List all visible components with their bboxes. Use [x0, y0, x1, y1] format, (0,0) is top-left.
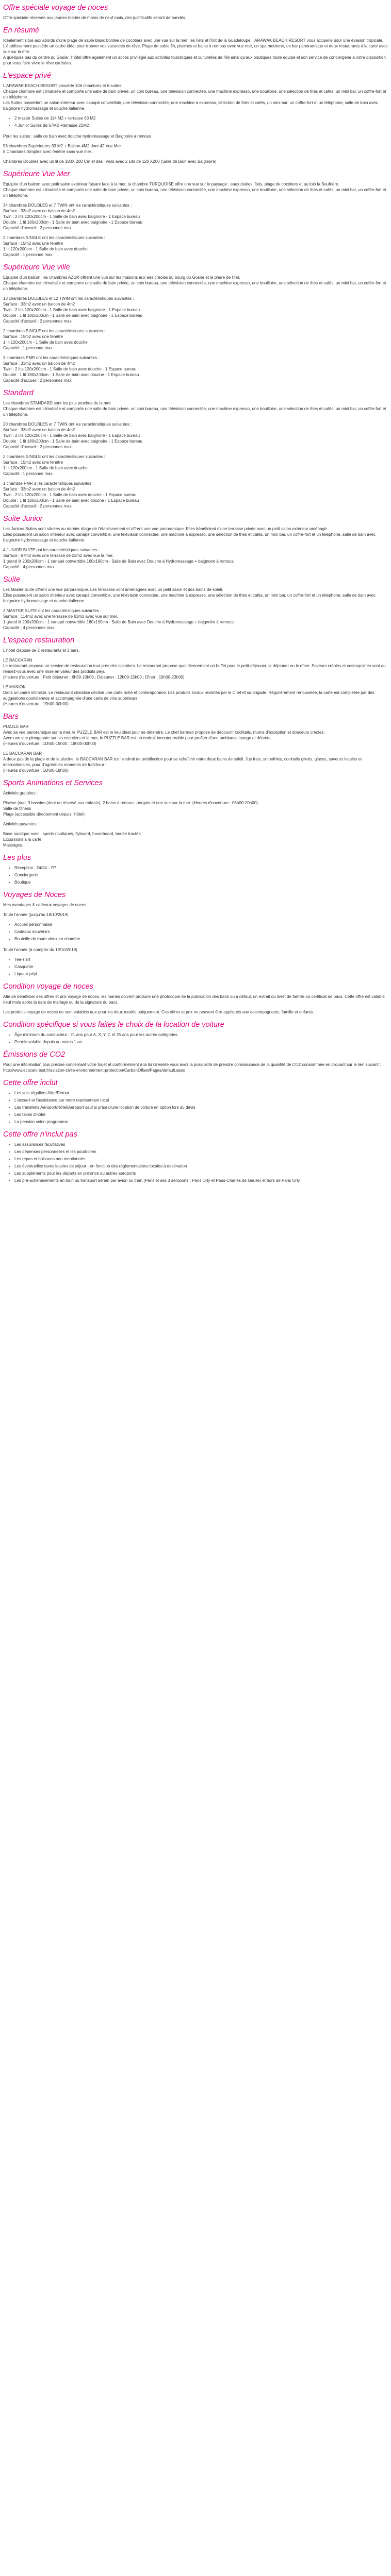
text-line: Double : 1 lit 180x200cm - 1 Salle de bain avec douche - 1 Espace bureau [3, 372, 139, 377]
text-line: Base nautique avec : sports nautiques, flyboard, hoverboard, bouée tractée. [3, 832, 142, 836]
text-line: 1 lit 120x200cm - 1 Salle de bain avec douche [3, 247, 88, 251]
text-line: L'hôtel dispose de 2 restaurants et 2 bars. [3, 648, 80, 653]
text-line: 8 Chambres Simples avec fenêtre sans vue mer . [3, 149, 94, 154]
text-line: 3 chambres PMR ont les caractéristiques suivantes : [3, 355, 100, 360]
text-line: Avec une vue plongeante sur les cocotiers et la mer, le PUZZLE BAR est un endroit incontournable pour profiter d'une ambiance lounge et détente. [3, 736, 272, 740]
text-line: L'ARAWAK BEACH RESORT possède 106 chambres et 6 suites. [3, 83, 123, 88]
text-line: Chambres Doubles avec un lit de 180X 200 Cm et des Twins avec 2 Lits de 120 X200 (Salle de Bain avec Baignoire) [3, 159, 217, 164]
section-standard [3, 388, 388, 509]
section-condition-voyage-de-noces [3, 982, 388, 1015]
text-line: 1 lit 120x200cm - 1 Salle de bain avec douche [3, 466, 88, 470]
paragraph [3, 1062, 388, 1073]
text-line: Capacité : 4 personnes max [3, 625, 55, 630]
text-line: (Heures d'ouverture : 10h00-15h00 ; 18h00-00h00) [3, 741, 96, 746]
text-line: Offre spéciale réservée aux jeunes mariés de moins de neuf mois, des justificatifs seront demandés. [3, 15, 187, 20]
paragraph [3, 587, 388, 604]
text-line: Toute l'année (à compter du 19/10/2019) [3, 947, 77, 952]
text-line: LE BACCARAN [3, 658, 32, 663]
paragraph [3, 526, 388, 543]
section-title: Voyages de Noces [3, 891, 66, 899]
paragraph [3, 15, 388, 21]
text-line: Le restaurant propose un service de restauration tout près des cocotiers. Le restaurant propose quotidiennement un buffet pour le petit-déjeuner, le déjeuner ou le dîner. Saveurs créoles et cosmopolites sont au rendez-vous avec une mise en valeur des produits péyi. [3, 664, 386, 674]
text-line: Les produits voyage de noces ne sont valables que pour les deux mariés uniquement. Ces offres et prix ne peuvent être appliqués aux accompagnants, famille et enfants. [3, 1010, 314, 1014]
list-item: • La pension selon programme [14, 1119, 388, 1125]
text-line: 1 grand lit 200x200cm - 1 canapé convertible 160x190cm - Salle de Bain avec Douche à Hydromassage + baignoire à remous. [3, 620, 235, 624]
section-condition-specifique-si-vous-faites-le-c [3, 1020, 388, 1045]
paragraph [3, 38, 388, 66]
bullet-list [3, 1090, 388, 1125]
text-line: Avec sa vue panoramique sur la mer, le PUZZLE BAR est le lieu idéal pour se détendre. Le chef barman propose de découvrir cocktails, rhums d'exception et douceurs créoles. [3, 730, 325, 735]
text-line: Activités payantes : [3, 822, 39, 826]
list-item: • Les repas et boissons non mentionnés [14, 1156, 388, 1162]
text-line: Surface : 33m2 avec un balcon de 4m2 [3, 487, 75, 492]
list-item: • Réception : 24/24 - 7/7 [14, 865, 388, 871]
text-line: Double : 1 lit 180x200cm - 1 Salle de bain avec baignoire - 1 Espace bureau [3, 313, 142, 318]
section-l-espace-restauration [3, 636, 388, 707]
paragraph [3, 902, 388, 908]
text-line: Les Master Suite offrent une vue panoramique. Les terrasses sont aménagées avec un petit salon et des bains de soleil. [3, 587, 223, 592]
list-item: • Les assurances facultatives [14, 1142, 388, 1147]
paragraph [3, 684, 388, 707]
paragraph [3, 83, 388, 111]
section-les-plus [3, 853, 388, 885]
paragraph [3, 947, 388, 953]
text-line: Twin : 2 lits 120x200cm - 1 Salle de bain avec baignoire - 1 Espace bureau [3, 214, 140, 219]
paragraph [3, 355, 388, 383]
section-offre-speciale-voyage-de-noces [3, 3, 388, 21]
paragraph [3, 202, 388, 231]
section-bars [3, 712, 388, 773]
section-title: Bars [3, 713, 19, 721]
paragraph [3, 454, 388, 477]
bullet-list [3, 922, 388, 942]
section-title: Suite [3, 575, 21, 584]
text-line: Les chambres STANDARD sont les plus proches de la mer. [3, 401, 112, 405]
section-title: Supérieure Vue ville [3, 263, 70, 272]
text-line: (Heures d'ouverture : Petit déjeuner : 6h30-10h00 ; Déjeuner : 12h00-15h00 ; Dîner : 19h00-23h00). [3, 675, 186, 680]
paragraph [3, 296, 388, 324]
text-line: Afin de bénéficier des offres et prix voyage de noces, les mariés doivent produire une photocopie de la publication des bans ou à défaut, un extrait du livret de famille ou certificat de pacs. Cette offre est valable neuf mois après la date de mariage ou de la signature du pacs. [3, 994, 385, 1005]
text-line: Double : 1 lit 180x200cm - 1 Salle de bain avec baignoire - 1 Espace bureau [3, 220, 142, 225]
text-line: Surface : 33m2 avec un balcon de 4m2 [3, 209, 75, 213]
text-line: Surface : 114m2 avec une terrasse de 63m2 avec vue sur mer, [3, 614, 118, 619]
text-line: Capacité : 1 personne max [3, 471, 53, 476]
paragraph [3, 275, 388, 292]
text-line: 1 lit 120x200cm - 1 Salle de bain avec douche [3, 340, 88, 345]
text-line: Capacité : 4 personnes max [3, 565, 55, 569]
paragraph [3, 821, 388, 827]
list-item: • Accueil personnalisé [14, 922, 388, 927]
text-line: Surface : 33m2 avec un balcon de 4m2 [3, 428, 75, 432]
text-line: LE MANIOK [3, 685, 26, 689]
text-line: Capacité d'accueil : 2 personnes max. [3, 226, 73, 230]
section-l-espace-prive [3, 71, 388, 164]
section-superieure-vue-mer [3, 170, 388, 258]
text-line: Chaque chambre est climatisée et comporte une salle de bain privée, un coin bureau, une télévision connectée, une machine expresso, une bouilloire, une sélection de thés et cafés, un mini bar, un coffre-fort et un téléphone. [3, 89, 386, 99]
text-line: 34 chambres DOUBLES et 7 TWIN ont les caractéristiques suivantes : [3, 203, 132, 208]
paragraph [3, 608, 388, 631]
section-en-resume [3, 26, 388, 66]
paragraph [3, 159, 388, 164]
list-item: • Les dépenses personnelles et les pourboires [14, 1149, 388, 1155]
list-item: • 2 master Suites de 114 M2 + terrasse 63 M2 [14, 115, 388, 121]
text-line: Double : 1 lit 180x200cm - 1 Salle de bain avec baignoire - 1 Espace bureau [3, 439, 142, 444]
section-cette-offre-inclut [3, 1078, 388, 1125]
text-line: 2 MASTER SUITE ont les caractéristiques suivantes : [3, 608, 102, 613]
text-line: L'établissement possède un cadre idéal pour trouver vos vacances de rêve. Plage de sable fin, piscines et bains à remous avec vue mer, un spa moderne, un bar panoramique et deux restaurants à la carte avec vue sur la mer. [3, 44, 388, 54]
paragraph [3, 235, 388, 258]
section-title: Émissions de CO2 [3, 1050, 66, 1059]
text-line: Capacité : 1 personne max [3, 346, 53, 350]
bullet-list [3, 1142, 388, 1183]
list-item: • Âge minimum du conducteur : 21 ans pour A, X, Y, C et 25 ans pour les autres catégories [14, 1032, 388, 1038]
paragraph [3, 143, 388, 155]
text-line: Pour une information plus précise concernant votre trajet et conformément à la loi Grenelle vous avez la possibilité de prendre connaissance de la quantité de CO2 consommée en cliquant sur le lien suivant : http://www.ecocalc-test.fr/aviation-civile-environnement-protection/CarbonOffset/Pages/default.aspx [3, 1062, 381, 1073]
paragraph [3, 328, 388, 351]
section-title: L'espace restauration [3, 636, 75, 645]
text-line: Capacité d'accueil : 2 personnes max [3, 445, 72, 449]
text-line: (Heures d'ouverture : 19h00-00h00) [3, 702, 69, 706]
offer-details-page [0, 0, 391, 1198]
section-voyages-de-noces [3, 890, 388, 977]
text-line: Twin : 2 lits 120x200cm - 1 Salle de bain avec baignoire - 1 Espace bureau [3, 433, 140, 438]
text-line: Massages. [3, 843, 23, 848]
text-line: 4 JUNIOR SUITE ont les caractéristiques suivantes : [3, 548, 100, 552]
text-line: 13 chambres DOUBLES et 12 TWIN ont les caractéristiques suivantes : [3, 296, 134, 301]
section-emissions-de-co2 [3, 1050, 388, 1073]
text-line: Capacité : 1 personne max [3, 252, 53, 257]
paragraph [3, 831, 388, 848]
paragraph [3, 912, 388, 918]
paragraph [3, 547, 388, 570]
section-cette-offre-n-inclut-pas [3, 1130, 388, 1183]
list-item: • L'accueil et l'assistance par notre représentant local [14, 1097, 388, 1103]
section-title: En résumé [3, 26, 40, 35]
list-item: • Boutique [14, 879, 388, 885]
text-line: A quelques pas du centre du Gosier, l'hôtel offre également un accès privilégié aux activités touristiques et culturelles de l'île ainsi qu'aux boutiques toute équipé et son service de conciergerie à votre disposition pour vous faire vivre le rêve caribéen. [3, 55, 386, 65]
paragraph [3, 657, 388, 680]
text-line: 2 chambres SINGLE ont les caractéristiques suivantes : [3, 235, 105, 240]
paragraph [3, 421, 388, 450]
text-line: Pour les suites : salle de bain avec douche hydromassage et Baignoire à remous [3, 134, 151, 139]
bullet-list [3, 957, 388, 977]
paragraph [3, 648, 388, 653]
text-line: A deux pas de la plage et de la piscine, le BACCARAN BAR est l'endroit de prédilection pour se rafraîchir entre deux bains de soleil. Jus frais, smoothies, cocktails givrés, glaces, saveurs locales et internationales, pour d'agréables moments de fraîcheur ! [3, 757, 362, 767]
text-line: Surface : 33m2 avec un balcon de 4m2 [3, 302, 75, 307]
text-line: Toute l'année (jusqu'au 18/10/2019) [3, 912, 69, 917]
text-line: 58 chambres Supérieures 33 M2 + Balcon 4M2 dont 42 Vue Mer [3, 144, 121, 148]
text-line: Surface : 67m2 avec une terrasse de 22m2 avec vue la mer, [3, 553, 113, 558]
bullet-list [3, 1032, 388, 1045]
list-item: • Les éventuelles taxes locales de séjour - en fonction des réglementations locales à destination [14, 1163, 388, 1169]
text-line: Mes avantages & cadeaux voyages de noces [3, 903, 86, 907]
text-line: 2 chambres SINGLE ont les caractéristiques suivantes : [3, 329, 105, 333]
section-suite [3, 575, 388, 631]
section-title: Cette offre n'inclut pas [3, 1130, 77, 1139]
paragraph [3, 133, 388, 139]
text-line: Plage (accessible directement depuis l'hôtel) [3, 812, 85, 817]
text-line: Equipée d'un balcon avec petit salon extérieur faisant face à la mer, la chambre TURQUOISE offre une vue sur le paysage : eaux claires, îlets, plage de cocotiers et au loin la Soufrière. [3, 182, 339, 187]
section-title: Suite Junior [3, 515, 43, 523]
paragraph [3, 994, 388, 1005]
list-item: • Permis valable depuis au moins 1 an. [14, 1039, 388, 1045]
bullet-list [3, 115, 388, 128]
text-line: Surface : 33m2 avec un balcon de 4m2 [3, 361, 75, 366]
bullet-list [3, 865, 388, 885]
text-line: Twin : 2 lits 120x200cm - 1 Salle de bain avec douche - 1 Espace bureau [3, 367, 137, 371]
list-item: • Les suppléments pour les départs en province ou autres aéroports [14, 1171, 388, 1176]
text-line: (Heures d'ouverture : 10h00-18h00) [3, 768, 69, 773]
text-line: Surface : 15m2 avec une fenêtre [3, 460, 63, 465]
list-item: • Liqueur péyi [14, 971, 388, 977]
text-line: 2 chambres SINGLE ont les caractéristiques suivantes : [3, 454, 105, 459]
text-line: Piscine (vue, 3 bassins (dont un réservé aux enfants), 2 bains à remous, pergola et une vue sur la mer. (Heures d'ouverture : 06h00-20h00) [3, 801, 258, 805]
text-line: Dans un cadre intimiste, Le restaurant climatisé décliné une carte riche et contemporaine. Les produits locaux revisités par le Chef et sa brigade. Régulièrement renouvelée, la carte est complétée par des suggestions quotidiennes et accompagnée d'une carte de vins supérieurs. [3, 690, 374, 701]
section-title: Offre spéciale voyage de noces [3, 4, 108, 12]
list-item: • Conciergerie [14, 872, 388, 878]
paragraph [3, 1009, 388, 1015]
section-suite-junior [3, 514, 388, 570]
text-line: Les Juniors Suites sont situées au dernier étage de l'établissement et offrent une vue panoramique. Elles bénéficient d'une terrasse privée avec un petit salon extérieur aménagé. [3, 527, 328, 531]
text-line: Twin : 2 lits 120x200cm - 1 Salle de bain avec douche - 1 Espace bureau [3, 493, 137, 497]
text-line: Double : 1 lit 180x200cm - 1 Salle de bain avec douche - 1 Espace bureau [3, 498, 139, 503]
list-item: • Tee-shirt [14, 957, 388, 962]
text-line: Salle de fitness [3, 806, 31, 811]
section-sports-animations-et-services [3, 778, 388, 848]
text-line: Equipée d'un balcon, les chambres AZUR offrent une vue sur les maisons aux airs créoles du bourg du Gosier et la phare de l'Ilet. [3, 275, 240, 280]
text-line: Elles possèdent un salon intérieur avec canapé convertible, une télévision connectée, une machine à expresso, une sélection de thés et cafés, un mini bar, un coffre-fort et un téléphone, salle de bain avec baignoire hydromassage et douche italienne. [3, 532, 376, 543]
section-title: L'espace privé [3, 72, 52, 80]
text-line: Chaque chambre est climatisée et comporte une salle de bain privée, un coin bureau, une télévision connectée, une machine expresso, une bouilloire, une sélection de thés et cafés, un mini bar, un coffre-fort et un téléphone. [3, 188, 386, 198]
text-line: Activités gratuites : [3, 791, 38, 795]
text-line: Elles possèdent un salon intérieur avec canapé convertible, une télévision connectée, une machine à expresso, une sélection de thés et cafés, un mini bar, un coffre-fort et un téléphone, salle de bain avec baignoire hydromassage et douche italienne. [3, 593, 376, 603]
section-title: Les plus [3, 854, 31, 862]
text-line: Idéalement situé aux abords d'une plage de sable blanc bordée de cocotiers avec une vue sur la mer, les îlets et l'îlot de la Guadeloupe, l'ARAWAK BEACH RESORT vous accueille pour une évasion tropicale. [3, 38, 383, 43]
text-line: PUZZLE BAR [3, 724, 29, 729]
section-title: Cette offre inclut [3, 1079, 58, 1087]
text-line: Surface : 15m2 avec une fenêtre [3, 241, 63, 246]
text-line: Capacité d'accueil : 2 personnes max [3, 319, 72, 324]
text-line: Excursions à la carte. [3, 837, 43, 842]
section-title: Standard [3, 389, 34, 397]
text-line: LE BACCARAN BAR [3, 751, 42, 756]
section-title: Condition spécifique si vous faites le choix de la location de voiture [3, 1021, 224, 1029]
paragraph [3, 724, 388, 747]
list-item: • Les taxes d'hôtel [14, 1112, 388, 1117]
paragraph [3, 751, 388, 773]
text-line: Chaque chambre est climatisée et comporte une salle de bain privée, un coin bureau, une télévision connectée, une machine expresso, une bouilloire, une sélection de thés et cafés, un mini bar, un coffre-fort et un téléphone. [3, 406, 386, 417]
text-line: Capacité d'accueil : 2 personnes max [3, 504, 72, 509]
list-item: • Bouteille de rhum vieux en chambre [14, 936, 388, 942]
paragraph [3, 481, 388, 509]
list-item: • Cadeaux souvenirs [14, 929, 388, 935]
section-title: Supérieure Vue Mer [3, 170, 70, 178]
paragraph [3, 400, 388, 417]
paragraph [3, 181, 388, 198]
list-item: • 4 Junior Suites de 67M2 +terrasse 22M2 [14, 123, 388, 128]
text-line: 1 chambre PMR à les caractéristiques suivantes : [3, 481, 94, 486]
text-line: Twin : 2 lits 120x200cm - 1 Salle de bain avec baignoire - 1 Espace bureau [3, 308, 140, 312]
text-line: Surface : 15m2 avec une fenêtre [3, 334, 63, 339]
section-title: Sports Animations et Services [3, 779, 103, 787]
section-title: Condition voyage de noces [3, 982, 93, 991]
paragraph [3, 790, 388, 796]
text-line: 20 chambres DOUBLES et 7 TWIN ont les caractéristiques suivantes : [3, 422, 132, 427]
text-line: Les Suites possèdent un salon intérieur avec canapé convertible, une télévision connectée, une machine à expresso, sélection de thés et cafés, un mini bar, un coffre-fort et un téléphone, salle de bain avec baignoire hydromassage et douche italienne. [3, 100, 378, 111]
text-line: 1 grand lit 200x200cm - 1 canapé convertible 160x190cm - Salle de Bain avec Douche à Hydromassage + baignoire à remous. [3, 559, 235, 564]
section-superieure-vue-ville [3, 263, 388, 383]
list-item: • Les transferts Aéroport/Hôtel/Aéroport sauf si prise d'une location de voiture en option lors du devis [14, 1105, 388, 1110]
paragraph [3, 800, 388, 817]
list-item: • Les pré-acheminements en train ou transport aérien par avion ou train (Paris et ses 3 aéroports : Paris Orly et Paris-Charles de Gaulle) et hors de Paris Orly [14, 1178, 388, 1183]
list-item: • Les vols réguliers Aller/Retour [14, 1090, 388, 1096]
text-line: Capacité d'accueil : 2 personnes max [3, 378, 72, 383]
list-item: • Casquette [14, 964, 388, 970]
text-line: Chaque chambre est climatisée et comporte une salle de bain privée, un coin bureau, une télévision connectée, une machine expresso, une bouilloire, une sélection de thés et cafés, un mini bar, un coffre-fort et un téléphone. [3, 281, 386, 291]
